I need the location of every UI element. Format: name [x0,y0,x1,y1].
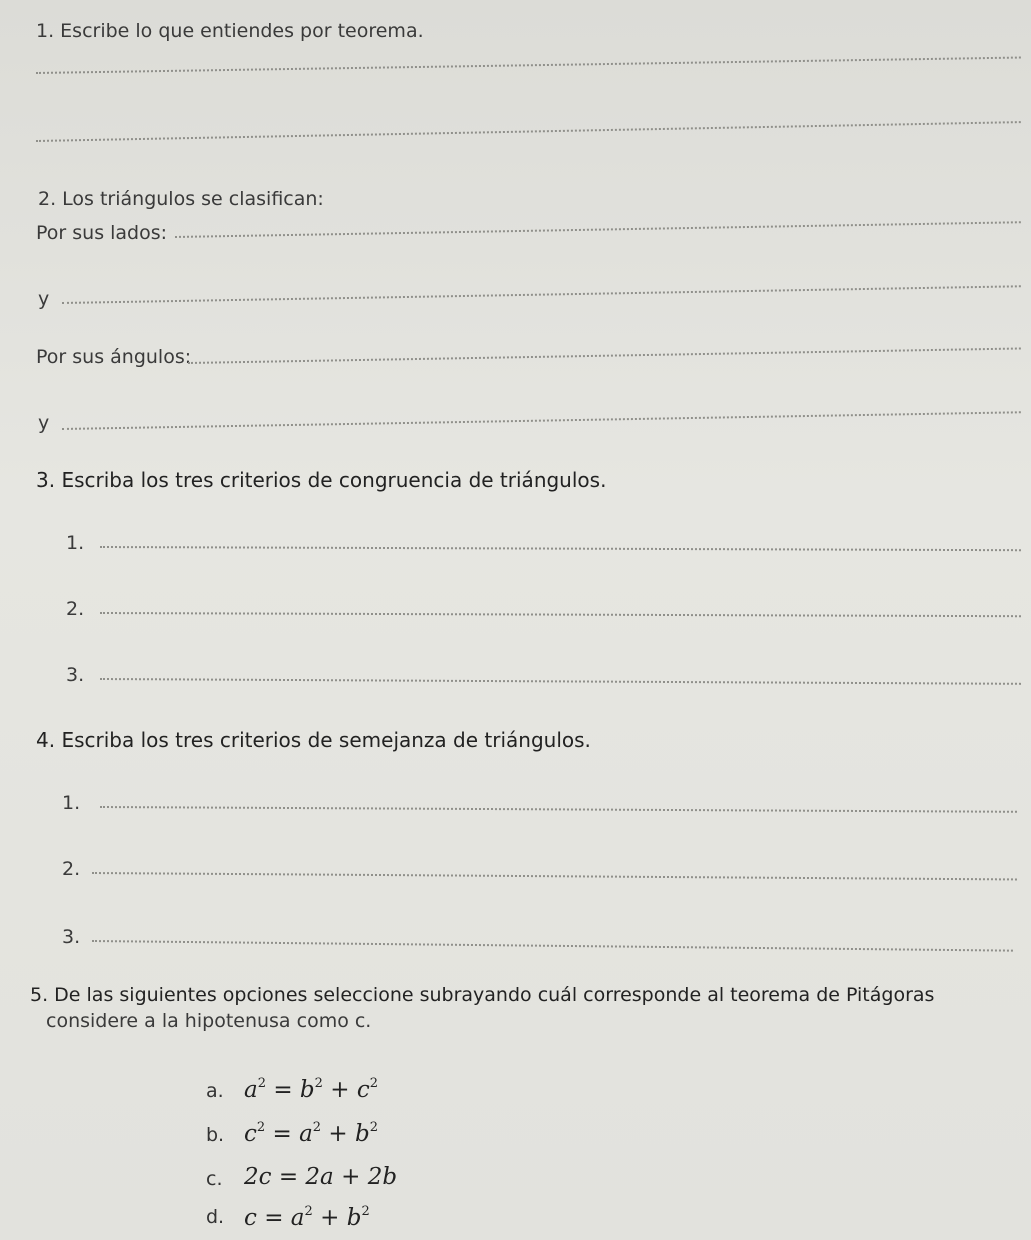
answer-line-angles-2[interactable] [62,411,1021,430]
option-c-label: c. [206,1168,223,1190]
angles-y: y [38,412,50,434]
question-5-text-line-1: 5. De las siguientes opciones seleccione subrayando cuál corresponde al teorema de Pitágoras [30,984,935,1006]
option-d-term-1: a [290,1205,305,1231]
option-d-equation[interactable] [244,1204,370,1231]
option-d-term-2-exponent: 2 [361,1204,370,1219]
option-d-operator: + [320,1205,340,1231]
option-c-operator: + [341,1164,361,1190]
congruence-item-1-number: 1. [66,532,85,554]
option-b-operator: + [328,1121,348,1147]
option-b-lhs: c [244,1121,257,1147]
answer-line-q1-a[interactable] [36,57,1021,74]
equals-sign: = [278,1164,299,1190]
option-c-lhs: 2c [244,1164,272,1190]
option-a-operator: + [330,1077,350,1103]
option-b-term-1: a [299,1121,313,1147]
equals-sign: = [273,1077,293,1103]
option-d-lhs: c [244,1205,257,1231]
equals-sign: = [264,1205,284,1231]
similarity-item-1-number: 1. [62,792,81,814]
answer-line-q1-b[interactable] [36,121,1021,142]
answer-line-angles-1[interactable] [188,347,1021,364]
option-a-term-2: c [356,1077,370,1103]
question-1-text: 1. Escribe lo que entiendes por teorema. [36,20,424,42]
similarity-item-3-number: 3. [62,926,81,948]
angles-label: Por sus ángulos: [36,346,192,368]
answer-line-congruence-2[interactable] [100,612,1021,617]
option-b-equation[interactable] [244,1120,378,1147]
sides-y: y [38,288,50,310]
answer-line-sides-2[interactable] [62,285,1021,304]
answer-line-sides-1[interactable] [175,221,1021,238]
option-a-term-2-exponent: 2 [369,1076,378,1091]
equals-sign: = [272,1121,292,1147]
option-b-term-2-exponent: 2 [369,1120,378,1135]
option-c-equation[interactable] [244,1164,397,1190]
option-b-label: b. [206,1124,225,1146]
answer-line-similarity-1[interactable] [100,806,1017,813]
option-a-equation[interactable] [244,1076,378,1103]
question-2-text: 2. Los triángulos se clasifican: [38,188,324,210]
answer-line-congruence-3[interactable] [100,678,1021,685]
option-d-term-2: b [346,1205,362,1231]
option-b-lhs-exponent: 2 [256,1120,266,1135]
sides-label: Por sus lados: [36,222,168,244]
option-d-label: d. [206,1206,225,1228]
answer-line-similarity-2[interactable] [92,872,1017,880]
answer-line-similarity-3[interactable] [92,940,1013,952]
option-a-lhs-exponent: 2 [257,1076,266,1091]
option-b-term-1-exponent: 2 [312,1120,322,1135]
similarity-item-2-number: 2. [62,858,81,880]
option-c-term-2: 2b [367,1164,398,1190]
option-c-term-1: 2a [305,1164,334,1190]
option-a-label: a. [206,1080,224,1102]
question-4-text: 4. Escriba los tres criterios de semejanza de triángulos. [36,728,591,752]
option-b-term-2: b [354,1121,370,1147]
option-d-term-1-exponent: 2 [304,1204,313,1219]
congruence-item-2-number: 2. [66,598,85,620]
option-a-lhs: a [244,1077,258,1103]
option-a-term-1: b [299,1077,315,1103]
option-a-term-1-exponent: 2 [314,1076,323,1091]
question-3-text: 3. Escriba los tres criterios de congruencia de triángulos. [36,468,607,492]
answer-line-congruence-1[interactable] [100,546,1021,551]
question-5-text-line-2: considere a la hipotenusa como c. [46,1010,372,1032]
congruence-item-3-number: 3. [66,664,85,686]
